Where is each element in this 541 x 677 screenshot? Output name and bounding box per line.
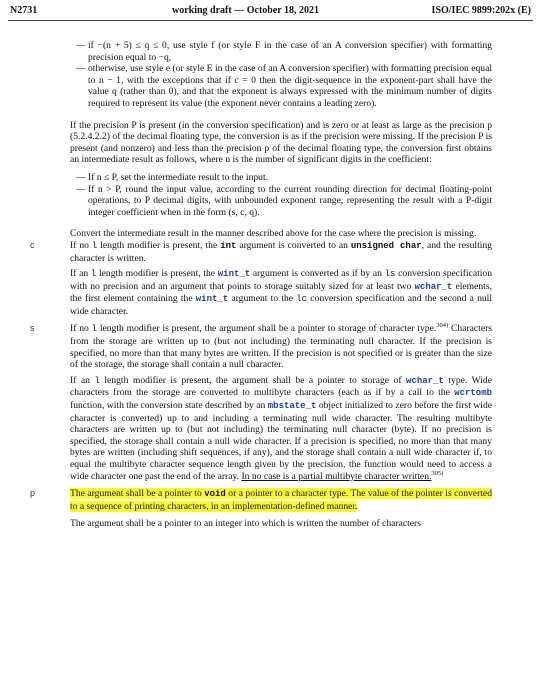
draft-date: working draft — October 18, 2021 [172, 5, 320, 16]
running-header [0, 5, 541, 19]
s-paragraph-2: If an l length modifier is present, the argument shall be a pointer to storage of wchar_t type. Wide characters from the storage are converted to multibyte characters (each as if by a call to the wcrtomb function, with the conversion state described by an mbstate_t object initialized to zero before the first wide character is converted) up to and including a terminating null wide character. The resulting multibyte characters are written up to (but not including) the terminating null character (byte). If no precision is specified, the storage shall contain a null wide character. If a precision is specified, no more than that many bytes are written (including shift sequences, if any), and the storage shall contain a null wide character if, to equal the multibyte character sequence length given by the precision, the function would need to access a wide character one past the end of the array. In no case is a partial multibyte character written.$^{305)}$ [70, 374, 492, 482]
s-paragraph-1: If no l length modifier is present, the argument shall be a pointer to storage of character type.$^{304)}$ Characters from the storage are written up to (but not including) the terminating null character. If the precision is specified, no more than that many bytes are written. If the precision is not specified or is greater than the size of the storage, the storage shall contain a null character. [70, 322, 493, 371]
cut-off-line: The argument shall be a pointer to an integer into which is written the number of characters [70, 518, 421, 530]
c-paragraph-1: If no l length modifier is present, the int argument is converted to an unsigned char, and the resulting character is written. [70, 239, 493, 264]
dash-bullet: — [76, 63, 86, 75]
document-body [30, 40, 493, 530]
c-specifier-block [30, 239, 493, 318]
rounding-list [70, 172, 492, 218]
style-list [70, 40, 492, 110]
footnote-ref-304[interactable]: 304) [436, 322, 449, 330]
margin-marker-c: c [30, 239, 35, 250]
dash-bullet: — [76, 183, 86, 195]
dash-bullet: — [76, 171, 86, 183]
footnote-ref-305[interactable]: 305) [431, 469, 444, 477]
convert-paragraph: Convert the intermediate result in the manner described above for the case where the precision is missing. [70, 228, 477, 240]
p-paragraph-highlighted: The argument shall be a pointer to void or a pointer to a character type. The value of the pointer is converted to a sequence of printing characters, in an implementation-defined manner. [70, 488, 492, 512]
list-item [70, 172, 492, 184]
c-paragraph-2: If an l length modifier is present, the wint_t argument is converted as if by an ls conversion specification with no precision and an argument that points to storage suitably sized for at least two wchar_t elements, the first element containing the wint_t argument to the lc conversion specification and the second a null wide character. [70, 268, 492, 317]
list-item-text: If n > P, round the input value, according to the current rounding direction for decimal floating-point operations, to P decimal digits, with unbounded exponent range, representing the result with a P-digit integer coefficient when in the form (s, c, q). [88, 183, 492, 218]
list-item-text: otherwise, use style e (or style E in the case of an A conversion specifier) with formatting precision equal to n − 1, with the exceptions that if c = 0 then the digit-sequence in the exponent-part shall have the value q (rather than 0), and that the exponent is always expressed with the minimum number of digits required to represent its value (the exponent never contains a leading zero). [88, 63, 492, 109]
document-number: N2731 [10, 5, 38, 16]
list-item [70, 184, 492, 219]
list-item-text: if −(n + 5) ≤ q ≤ 0, use style f (or style F in the case of an A conversion specifier) with formatting precision equal to −q, [88, 40, 492, 63]
p-specifier-block [30, 488, 492, 512]
margin-marker-p: p [30, 488, 36, 499]
precision-paragraph: If the precision P is present (in the conversion specification) and is zero or at least as large as the precision p (5.2.4.2.2) of the decimal floating type, the conversion is as if the precision were missing. If the precision P is present (and nonzero) and less than the precision p of the decimal floating type, the conversion first obtains an intermediate result as follows, where n is the number of significant digits in the coefficient: [70, 119, 492, 166]
list-item [70, 40, 492, 63]
list-item-text: If n ≤ P, set the intermediate result to the input. [88, 171, 269, 183]
s-specifier-block [30, 322, 493, 482]
margin-marker-s: s [30, 323, 35, 334]
standard-name: ISO/IEC 9899:202x (E) [431, 5, 531, 16]
header-rule [8, 20, 533, 21]
list-item [70, 63, 492, 109]
dash-bullet: — [76, 40, 86, 51]
